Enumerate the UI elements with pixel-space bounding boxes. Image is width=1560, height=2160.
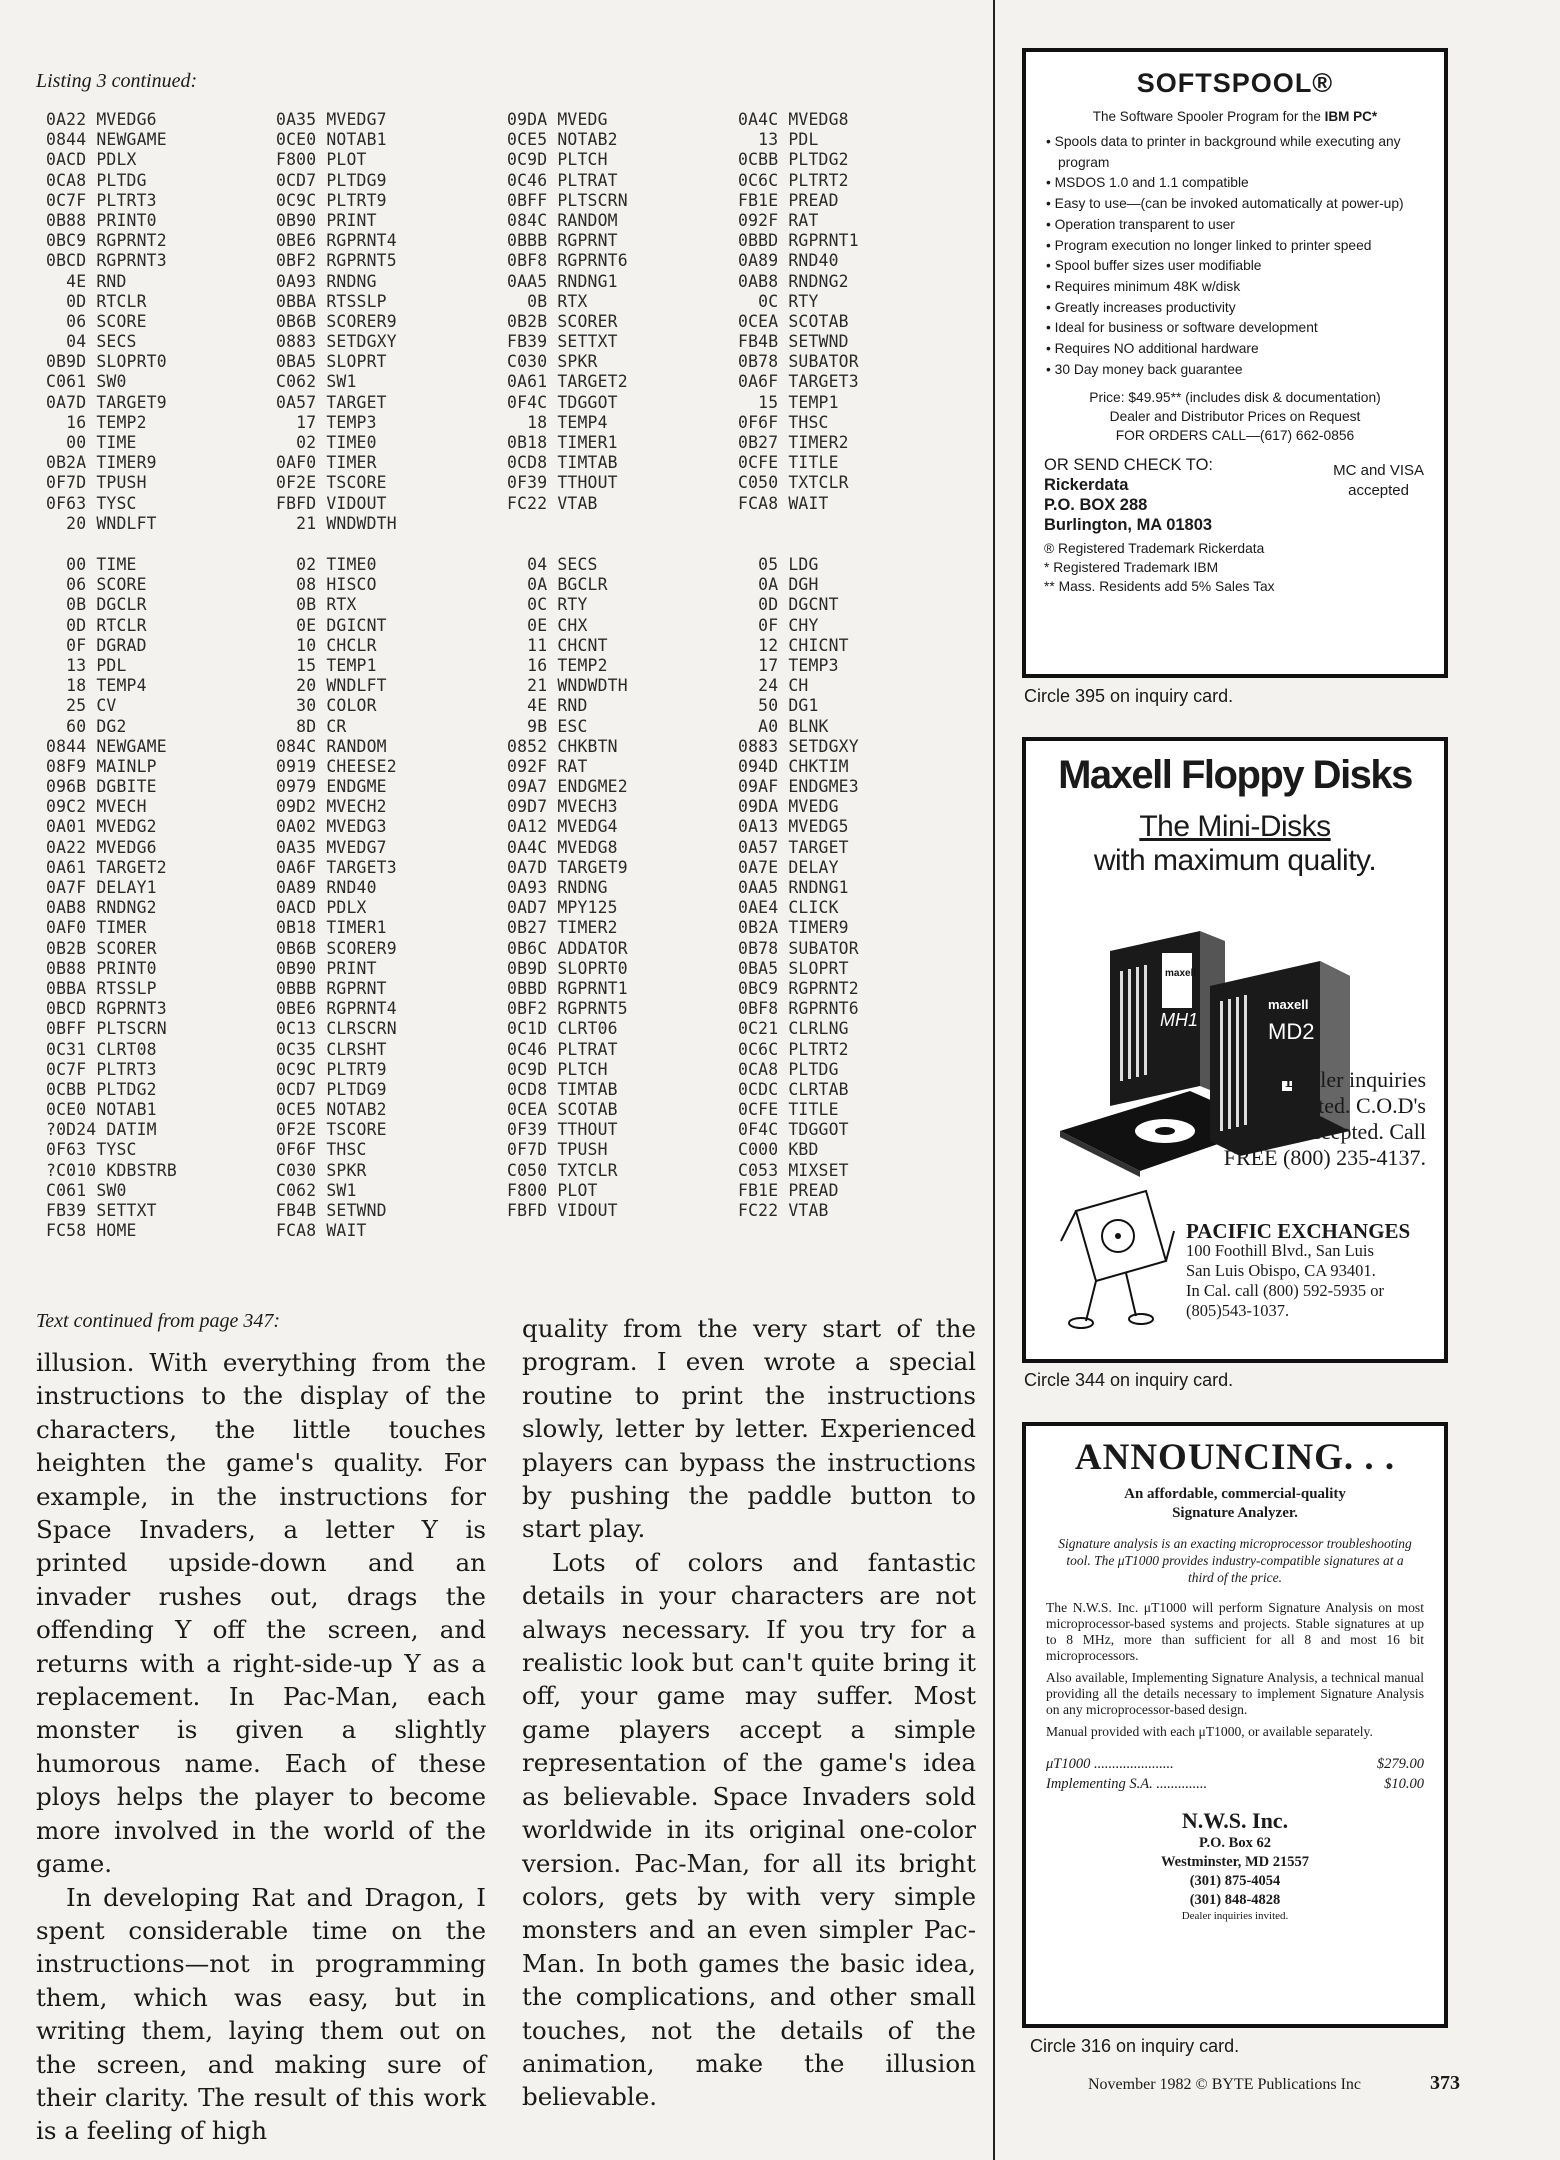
listing-line: 0C7F PLTRT3 [46, 190, 157, 210]
listing-line: 0B2A TIMER9 [46, 453, 157, 473]
listing-line: 00 TIME [46, 555, 137, 574]
listing-line: 0BC9 RGPRNT2 [46, 231, 167, 251]
listing-line: 0F39 TTHOUT [507, 473, 618, 493]
listing-line: FB4B SETWND [738, 332, 849, 352]
feature-item: • MSDOS 1.0 and 1.1 compatible [1046, 175, 1249, 191]
listing-line: 0C31 CLRT08 [46, 1039, 157, 1059]
listing-line: 08 HISCO [276, 575, 377, 595]
listing-line: 0AB8 RNDNG2 [738, 271, 849, 291]
listing-line: FCA8 WAIT [276, 1221, 367, 1241]
listing-line: 0CDC CLRTAB [738, 1079, 849, 1099]
listing-line: 0BF8 RGPRNT6 [738, 999, 859, 1019]
listing-line: 0A61 TARGET2 [46, 857, 167, 877]
listing-line: 0BA5 SLOPRT [738, 958, 849, 978]
listing-line: 0C13 CLRSCRN [276, 1019, 397, 1039]
listing-line: 0A6F TARGET3 [738, 372, 859, 392]
listing-line: 0CD8 TIMTAB [507, 453, 618, 473]
listing-line: 0BF2 RGPRNT5 [276, 251, 397, 271]
announcing-ad [1022, 1422, 1448, 2028]
listing1-col4 [738, 110, 859, 514]
listing-line: 0CD7 PLTDG9 [276, 170, 387, 190]
listing-line: 0883 SETDGXY [276, 332, 397, 352]
svg-text:maxell: maxell [1165, 968, 1197, 979]
listing-line: FB4B SETWND [276, 1201, 387, 1220]
listing-line: 0844 NEWGAME [46, 130, 167, 150]
listing-line: A0 BLNK [738, 716, 829, 736]
listing-line: 02 TIME0 [276, 555, 377, 574]
listing-line: 0F2E TSCORE [276, 1120, 387, 1140]
listing2-col4 [738, 555, 859, 1221]
feature-item: • Requires NO additional hardware [1046, 341, 1259, 357]
listing-line: 0B9D SLOPRT0 [46, 352, 167, 372]
listing-line: 0A02 MVEDG3 [276, 817, 387, 837]
maxell-circle-note: Circle 344 on inquiry card. [1024, 1370, 1234, 1390]
maxell-subtitle-2: with maximum quality. [1093, 844, 1377, 877]
listing-line: 11 CHCNT [507, 635, 608, 655]
listing-line: C061 SW0 [46, 1180, 127, 1200]
body-right-para-1: quality from the very start of the program. I even wrote a special routine to print the instructions slowly, letter by letter. Experienced players can bypass the instructions by pushing the paddle button to start play. [522, 1314, 976, 1544]
listing-line: 0C1D CLRT06 [507, 1019, 618, 1039]
listing-line: FB1E PREAD [738, 190, 839, 210]
listing-line: 092F RAT [738, 210, 819, 230]
listing-line: 0C7F PLTRT3 [46, 1059, 157, 1079]
listing-line: 0AA5 RNDNG1 [738, 878, 849, 897]
listing-line: 0919 CHEESE2 [276, 756, 397, 776]
listing-line: 0CE5 NOTAB2 [507, 130, 618, 150]
feature-item: • 30 Day money back guarantee [1046, 361, 1243, 377]
listing-line: 8D CR [276, 716, 347, 736]
feature-item: • Easy to use—(can be invoked automatically at power-up) [1046, 196, 1404, 212]
listing-line: 60 DG2 [46, 716, 127, 736]
listing-caption: Listing 3 continued: [36, 70, 198, 92]
listing-line: 0B90 PRINT [276, 210, 377, 230]
listing-line: 0A93 RNDNG [507, 878, 608, 897]
listing-line: 0844 NEWGAME [46, 736, 167, 756]
announcing-prices: μT1000 ...................... $279.00 Implementing S.A. .............. $10.00 [1046, 1756, 1424, 1792]
listing-line: 0F6F THSC [276, 1140, 367, 1160]
listing-line: 16 TEMP2 [507, 655, 608, 675]
listing-line: 084C RANDOM [507, 210, 618, 230]
listing-line: 0A01 MVEDG2 [46, 817, 157, 837]
listing1-col2 [276, 110, 397, 534]
listing-line: 10 CHCLR [276, 635, 377, 655]
listing-line: 0D DGCNT [738, 595, 839, 615]
listing2-col1 [46, 555, 177, 1241]
listing-line: 0CFE TITLE [738, 1100, 839, 1120]
listing-line: 0B RTX [276, 595, 357, 615]
body-right-para-2: Lots of colors and fantastic details in your characters are not always necessary. If you try for a realistic look but can't quite bring it off, your game may suffer. Most game players accept a simple representation of the game's idea as believable. Space Invaders sold worldwide in its original one-color version. Pac-Man, for all its bright colors, gets by with very simple monsters and an even simpler Pac-Man. In both games the basic idea, the complications, and other small touches, not the details of the animation, make the illusion believable. [522, 1547, 976, 2112]
listing-line: 0A4C MVEDG8 [507, 837, 618, 857]
listing-line: 0E DGICNT [276, 615, 387, 635]
body-column-left [36, 1346, 486, 2148]
softspool-order: OR SEND CHECK TO: Rickerdata P.O. BOX 288 Burlington, MA 01803 MC and VISA accepted [1044, 456, 1424, 535]
listing-line: 0F DGRAD [46, 635, 147, 655]
listing-line: 0A22 MVEDG6 [46, 837, 157, 857]
listing-line: 30 COLOR [276, 696, 377, 716]
listing-line: FB1E PREAD [738, 1180, 839, 1200]
listing-line: 0B6C ADDATOR [507, 938, 628, 958]
softspool-notes: ® Registered Trademark Rickerdata * Registered Trademark IBM ** Mass. Residents add 5% Sales Tax [1044, 541, 1275, 595]
listing-line: 0B27 TIMER2 [507, 918, 618, 938]
listing-line: 0A22 MVEDG6 [46, 110, 157, 129]
listing-line: 0BFF PLTSCRN [46, 1019, 167, 1039]
listing-line: 05 LDG [738, 555, 819, 574]
listing-line: 084C RANDOM [276, 736, 387, 756]
listing-line: 0A7D TARGET9 [507, 857, 628, 877]
listing-line: 06 SCORE [46, 575, 147, 595]
listing-line: 0BE6 RGPRNT4 [276, 231, 397, 251]
listing-line: 0A DGH [738, 575, 819, 595]
maxell-ad [1022, 737, 1448, 1363]
listing-line: 0BCD RGPRNT3 [46, 251, 167, 271]
listing-line: 0CA8 PLTDG [46, 170, 147, 190]
listing1-col3 [507, 110, 628, 514]
listing-line: 0F6F THSC [738, 412, 829, 432]
listing-line: 0CEA SCOTAB [507, 1100, 618, 1120]
announcing-subtitle: An affordable, commercial-quality Signature Analyzer. [1124, 1486, 1346, 1521]
listing-line: FBFD VIDOUT [276, 493, 387, 513]
listing-line: C050 TXTCLR [507, 1160, 618, 1180]
listing-line: 0BBB RGPRNT [276, 978, 387, 998]
listing-line: 0CBB PLTDG2 [46, 1079, 157, 1099]
listing-line: 0B88 PRINT0 [46, 210, 157, 230]
announcing-title: ANNOUNCING. . . [1074, 1437, 1396, 1478]
listing-line: 0BBA RTSSLP [276, 291, 387, 311]
listing-line: 0C RTY [507, 595, 588, 615]
listing-line: 0BBD RGPRNT1 [738, 231, 859, 251]
listing-line: ?0D24 DATIM [46, 1120, 157, 1140]
listing-line: C061 SW0 [46, 372, 127, 392]
listing-line: 0A7E DELAY [738, 857, 839, 877]
pacific-exchanges-mascot-icon [1056, 1181, 1176, 1331]
listing-line: F800 PLOT [507, 1180, 598, 1200]
announcing-company: N.W.S. Inc. P.O. Box 62 Westminster, MD 21557 (301) 875-4054 (301) 848-4828 Dealer inquiries invited. [1160, 1808, 1310, 1922]
listing-line: 09DA MVEDG [507, 110, 608, 129]
listing-line: 0A61 TARGET2 [507, 372, 628, 392]
svg-text:MH1: MH1 [1160, 1010, 1199, 1030]
listing-line: 092F RAT [507, 756, 588, 776]
listing2-col3 [507, 555, 628, 1221]
listing-line: 04 SECS [46, 332, 137, 352]
listing-line: 0C21 CLRLNG [738, 1019, 849, 1039]
listing-line: 02 TIME0 [276, 433, 377, 452]
listing-line: 0F7D TPUSH [46, 473, 147, 493]
announcing-circle-note: Circle 316 on inquiry card. [1030, 2036, 1240, 2056]
listing-line: 0D RTCLR [46, 291, 147, 311]
listing-line: 09D7 MVECH3 [507, 797, 618, 817]
announcing-italic-text: Signature analysis is an exacting microprocessor troubleshooting tool. The μT1000 provides industry-compatible signatures at a third of the price. [1058, 1536, 1412, 1585]
body-left-para-2: In developing Rat and Dragon, I spent considerable time on the instructions—not in programming them, which was easy, but in writing them, laying them out on the screen, and making sure of their clarity. The result of this work is a feeling of high [36, 1882, 486, 2146]
listing-line: 0A13 MVEDG5 [738, 817, 849, 837]
pacific-exchanges-info: PACIFIC EXCHANGES 100 Foothill Blvd., San Luis San Luis Obispo, CA 93401. In Cal. call (800) 592-5935 or (805)543-1037. [1186, 1219, 1411, 1320]
listing-line: 0BBD RGPRNT1 [507, 978, 628, 998]
column-divider [993, 0, 995, 2160]
listing-line: 0A4C MVEDG8 [738, 110, 849, 129]
listing-line: 0CBB PLTDG2 [738, 150, 849, 170]
maxell-title: Maxell Floppy Disks [1058, 753, 1412, 797]
listing-line: C062 SW1 [276, 1180, 357, 1200]
listing-line: 0852 CHKBTN [507, 736, 618, 756]
listing-line: 0B78 SUBATOR [738, 352, 859, 372]
listing-line: 0AF0 TIMER [276, 453, 377, 473]
listing-line: FC58 HOME [46, 1221, 137, 1241]
maxell-dealer-info: Dealer inquiries invited. C.O.D's accepted. Call FREE (800) 235-4137. [1223, 1067, 1426, 1170]
listing-line: 0F39 TTHOUT [507, 1120, 618, 1140]
listing-line: 0BBB RGPRNT [507, 231, 618, 251]
listing-line: 0C6C PLTRT2 [738, 1039, 849, 1059]
svg-text:MD2: MD2 [1268, 1019, 1315, 1044]
listing-line: 0B78 SUBATOR [738, 938, 859, 958]
listing-line: FB39 SETTXT [46, 1201, 157, 1220]
listing-line: 0CE5 NOTAB2 [276, 1100, 387, 1120]
listing-line: 0BE6 RGPRNT4 [276, 999, 397, 1019]
listing-line: 094D CHKTIM [738, 756, 849, 776]
listing-line: 0E CHX [507, 615, 588, 635]
text-continued-note: Text continued from page 347: [36, 1310, 281, 1332]
listing-line: FBFD VIDOUT [507, 1201, 618, 1220]
listing-line: 18 TEMP4 [46, 676, 147, 696]
listing-line: 0C9C PLTRT9 [276, 190, 387, 210]
listing-line: 0B9D SLOPRT0 [507, 958, 628, 978]
listing-line: 0979 ENDGME [276, 777, 387, 797]
listing-line: 00 TIME [46, 433, 137, 452]
listing-line: FB39 SETTXT [507, 332, 618, 352]
listing-line: 15 TEMP1 [738, 392, 839, 412]
listing-line: 0A89 RND40 [738, 251, 839, 271]
listing-line: 0A93 RNDNG [276, 271, 377, 291]
listing-line: 0BA5 SLOPRT [276, 352, 387, 372]
listing-line: 0D RTCLR [46, 615, 147, 635]
listing-line: 12 CHICNT [738, 635, 849, 655]
listing-line: 0BF8 RGPRNT6 [507, 251, 628, 271]
listing-line: 0B88 PRINT0 [46, 958, 157, 978]
listing-line: C050 TXTCLR [738, 473, 849, 493]
listing-line: 0BCD RGPRNT3 [46, 999, 167, 1019]
listing-line: C030 SPKR [276, 1160, 367, 1180]
listing-line: FC22 VTAB [507, 493, 598, 513]
listing-line: 0B2A TIMER9 [738, 918, 849, 938]
feature-item: • Program execution no longer linked to printer speed [1046, 237, 1372, 253]
listing-line: 09DA MVEDG [738, 797, 839, 817]
listing-line: 0A57 TARGET [738, 837, 849, 857]
listing-line: 24 CH [738, 676, 809, 696]
listing-line: 0A35 MVEDG7 [276, 837, 387, 857]
listing-line: C000 KBD [738, 1140, 819, 1160]
announcing-para-2: Also available, Implementing Signature Analysis, a technical manual providing all the details necessary to implement Signature Analysis on any microprocessor-based design. [1046, 1670, 1424, 1717]
listing-line: ?C010 KDBSTRB [46, 1160, 177, 1180]
softspool-title: SOFTSPOOL® [1136, 68, 1334, 98]
listing-line: 0C46 PLTRAT [507, 1039, 618, 1059]
listing-line: 0CE0 NOTAB1 [276, 130, 387, 150]
listing-line: 0F2E TSCORE [276, 473, 387, 493]
listing-line: 9B ESC [507, 716, 588, 736]
listing-line: 20 WNDLFT [46, 513, 157, 533]
listing-line: 0A35 MVEDG7 [276, 110, 387, 129]
listing-line: 096B DGBITE [46, 777, 157, 797]
listing-line: 20 WNDLFT [276, 676, 387, 696]
listing-line: 0AD7 MPY125 [507, 898, 618, 918]
listing-line: 0A7D TARGET9 [46, 392, 167, 412]
softspool-price: Price: $49.95** (includes disk & documentation) Dealer and Distributor Prices on Request FOR ORDERS CALL—(617) 662-0856 [1089, 390, 1381, 444]
listing-line: 08F9 MAINLP [46, 756, 157, 776]
listing-line: 0B2B SCORER [46, 938, 157, 958]
listing-line: 0C9C PLTRT9 [276, 1059, 387, 1079]
softspool-subtitle: The Software Spooler Program for the IBM PC* [1092, 109, 1378, 124]
page-footer: November 1982 © BYTE Publications Inc [1088, 2076, 1361, 2093]
listing-line: 0C35 CLRSHT [276, 1039, 387, 1059]
listing-line: 0F4C TDGGOT [738, 1120, 849, 1140]
feature-item: • Requires minimum 48K w/disk [1046, 278, 1241, 294]
softspool-features [1044, 132, 1426, 380]
listing-line: 21 WNDWDTH [276, 513, 397, 533]
page-number: 373 [1430, 2072, 1460, 2094]
listing-line: 0F4C TDGGOT [507, 392, 618, 412]
listing-line: 0CEA SCOTAB [738, 311, 849, 331]
listing-line: FCA8 WAIT [738, 493, 829, 513]
listing-line: 18 TEMP4 [507, 412, 608, 432]
listing-line: 0A89 RND40 [276, 878, 377, 897]
listing-line: 17 TEMP3 [276, 412, 377, 432]
listing-line: C030 SPKR [507, 352, 598, 372]
listing-line: 0F CHY [738, 615, 819, 635]
listing-line: 0B RTX [507, 291, 588, 311]
listing-line: 04 SECS [507, 555, 598, 574]
listing-line: 09C2 MVECH [46, 797, 147, 817]
listing-line: 0AB8 RNDNG2 [46, 898, 157, 918]
listing-line: 0A7F DELAY1 [46, 878, 157, 897]
mc-visa-note: MC and VISA accepted [1333, 462, 1424, 500]
listing-line: 0BC9 RGPRNT2 [738, 978, 859, 998]
body-left-para-1: illusion. With everything from the instructions to the display of the characters, the little touches heighten the game's quality. For example, in the instructions for Space Invaders, a letter Y is printed upside-down and an invader rushes out, drags the offending Y off the screen, and returns with a right-side-up Y as a replacement. In Pac-Man, each monster is given a slightly humorous name. Each of these ploys helps the player to become more involved in the world of the game. [36, 1348, 486, 1879]
listing-line: 0AE4 CLICK [738, 898, 839, 918]
listing-line: 0B18 TIMER1 [507, 433, 618, 452]
listing-line: 4E RND [46, 271, 127, 291]
listing-line: 0CE0 NOTAB1 [46, 1100, 157, 1120]
listing-line: 0BBA RTSSLP [46, 978, 157, 998]
listing-line: 13 PDL [46, 655, 127, 675]
listing-line: 0CA8 PLTDG [738, 1059, 839, 1079]
body-column-right [522, 1312, 976, 2114]
feature-item: • Ideal for business or software development [1046, 320, 1318, 336]
listing-line: 0C9D PLTCH [507, 1059, 608, 1079]
announcing-para-3: Manual provided with each μT1000, or available separately. [1046, 1724, 1373, 1739]
maxell-subtitle-1: The Mini-Disks [1139, 810, 1331, 843]
listing-line: 0F63 TYSC [46, 493, 137, 513]
listing-line: 0A12 MVEDG4 [507, 817, 618, 837]
listing2-col2 [276, 555, 397, 1241]
feature-item: • Spool buffer sizes user modifiable [1046, 258, 1262, 274]
listing-line: 09A7 ENDGME2 [507, 777, 628, 797]
listing-line: 0ACD PDLX [46, 150, 137, 170]
listing-line: 0B27 TIMER2 [738, 433, 849, 452]
listing-line: 0C RTY [738, 291, 819, 311]
listing-line: 0B18 TIMER1 [276, 918, 387, 938]
listing-line: 0B6B SCORER9 [276, 938, 397, 958]
listing1-col1 [46, 110, 167, 534]
feature-item: • Operation transparent to user [1046, 216, 1235, 232]
svg-text:maxell: maxell [1268, 997, 1309, 1012]
listing-line: 21 WNDWDTH [507, 676, 628, 696]
listing-line: 09D2 MVECH2 [276, 797, 387, 817]
maxell-box-mh1 [1110, 931, 1225, 1106]
listing-line: 0B90 PRINT [276, 958, 377, 978]
listing-line: C053 MIXSET [738, 1160, 849, 1180]
listing-line: 4E RND [507, 696, 588, 716]
listing-line: 0C46 PLTRAT [507, 170, 618, 190]
listing-line: 0BFF PLTSCRN [507, 190, 628, 210]
listing-line: 0B2B SCORER [507, 311, 618, 331]
listing-line: C062 SW1 [276, 372, 357, 392]
listing-line: 0ACD PDLX [276, 898, 367, 918]
listing-line: 17 TEMP3 [738, 655, 839, 675]
listing-line: 06 SCORE [46, 311, 147, 331]
listing-line: 0B DGCLR [46, 595, 147, 615]
feature-item: • Greatly increases productivity [1046, 299, 1236, 315]
listing-line: FC22 VTAB [738, 1201, 829, 1220]
listing-line: 0A6F TARGET3 [276, 857, 397, 877]
listing-line: 13 PDL [738, 130, 819, 150]
listing-line: 0883 SETDGXY [738, 736, 859, 756]
softspool-ad [1022, 48, 1448, 678]
listing-line: 0CD7 PLTDG9 [276, 1079, 387, 1099]
listing-line: 0AA5 RNDNG1 [507, 271, 618, 291]
listing-line: 50 DG1 [738, 696, 819, 716]
listing-line: 0F63 TYSC [46, 1140, 137, 1160]
listing-line: 0B6B SCORER9 [276, 311, 397, 331]
listing-line: 16 TEMP2 [46, 412, 147, 432]
feature-item: • Spools data to printer in background while executing any program [1046, 134, 1401, 170]
listing-line: 0CD8 TIMTAB [507, 1079, 618, 1099]
listing-line: 25 CV [46, 696, 117, 716]
listing-line: 0C9D PLTCH [507, 150, 608, 170]
listing-line: 0AF0 TIMER [46, 918, 147, 938]
listing-line: F800 PLOT [276, 150, 367, 170]
listing-line: 0C6C PLTRT2 [738, 170, 849, 190]
listing-line: 0A57 TARGET [276, 392, 387, 412]
listing-line: 0BF2 RGPRNT5 [507, 999, 628, 1019]
listing-line: 15 TEMP1 [276, 655, 377, 675]
listing-line: 0F7D TPUSH [507, 1140, 608, 1160]
listing-line: 0CFE TITLE [738, 453, 839, 473]
announcing-para-1: The N.W.S. Inc. μT1000 will perform Signature Analysis on most microprocessor-based systems and projects. Stable signatures at up to 8 MHz, more than sufficient for all 8 and most 16 bit microprocessors. [1046, 1600, 1424, 1663]
listing-line: 09AF ENDGME3 [738, 777, 859, 797]
listing-line: 0A BGCLR [507, 575, 608, 595]
softspool-circle-note: Circle 395 on inquiry card. [1024, 686, 1234, 706]
